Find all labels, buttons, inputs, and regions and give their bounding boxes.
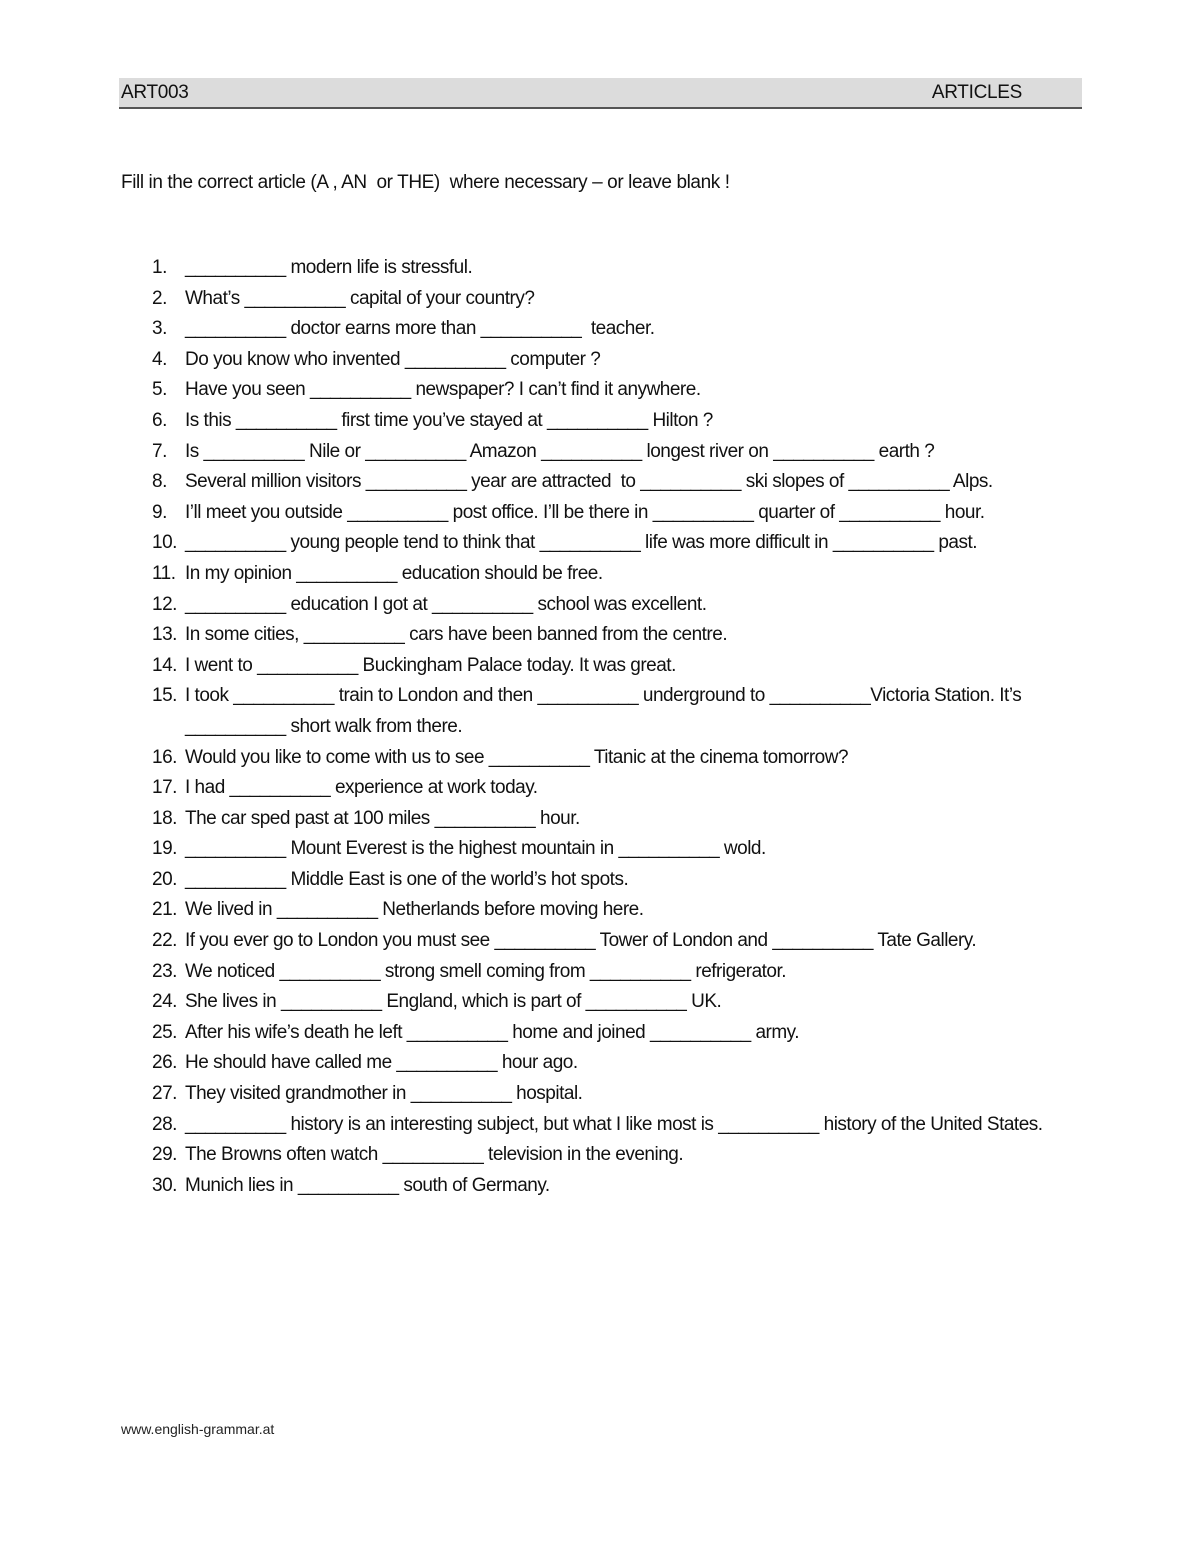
item-number: 7. (152, 440, 167, 462)
item-number: 26. (152, 1052, 177, 1074)
item-number: 6. (152, 409, 167, 431)
list-item (152, 1110, 1077, 1141)
list-item (152, 957, 1077, 988)
list-item (152, 1048, 1077, 1079)
list-item (152, 284, 1077, 315)
item-number: 19. (152, 838, 177, 860)
document-header (119, 78, 1082, 109)
list-item (152, 1018, 1077, 1049)
list-item (152, 1171, 1077, 1202)
list-item (152, 253, 1077, 284)
item-number: 22. (152, 930, 177, 952)
item-number: 28. (152, 1113, 177, 1135)
item-number: 17. (152, 777, 177, 799)
list-item (152, 590, 1077, 621)
instructions: Fill in the correct article (A , AN or THE) where necessary – or leave blank ! (121, 172, 730, 193)
item-text: We noticed __________ strong smell coming from __________ refrigerator. (185, 960, 787, 982)
item-text: What’s __________ capital of your country? (185, 287, 535, 309)
item-number: 11. (152, 562, 176, 584)
item-text: Munich lies in __________ south of Germany. (185, 1174, 550, 1196)
item-number: 25. (152, 1021, 177, 1043)
list-item (152, 895, 1077, 926)
item-text: We lived in __________ Netherlands before moving here. (185, 899, 644, 921)
item-text: In my opinion __________ education should be free. (185, 562, 603, 584)
list-item (152, 1079, 1077, 1110)
item-text: She lives in __________ England, which is part of __________ UK. (185, 991, 722, 1013)
item-text: __________ modern life is stressful. (185, 257, 473, 278)
item-number: 1. (152, 257, 167, 278)
item-number: 12. (152, 593, 177, 615)
list-item (152, 651, 1077, 682)
item-text: __________ Middle East is one of the world’s hot spots. (185, 868, 629, 890)
footer-url: www.english-grammar.at (121, 1421, 275, 1437)
item-number: 3. (152, 318, 167, 340)
list-item (152, 865, 1077, 896)
item-number: 9. (152, 501, 167, 523)
item-number: 13. (152, 624, 177, 646)
item-number: 5. (152, 379, 167, 401)
list-item (152, 1140, 1077, 1171)
item-text: Several million visitors __________ year are attracted to __________ ski slopes of __________ Alps. (185, 471, 993, 493)
item-text: The Browns often watch __________ television in the evening. (185, 1144, 684, 1166)
list-item (152, 804, 1077, 835)
list-item (152, 681, 1077, 742)
item-number: 8. (152, 471, 167, 493)
item-number: 23. (152, 960, 177, 982)
item-number: 21. (152, 899, 177, 921)
list-item (152, 406, 1077, 437)
list-item (152, 773, 1077, 804)
list-item (152, 528, 1077, 559)
item-number: 27. (152, 1083, 177, 1105)
item-text: Is this __________ first time you’ve stayed at __________ Hilton ? (185, 409, 713, 431)
item-text: __________ history is an interesting subject, but what I like most is __________ history of the United States. (185, 1113, 1043, 1135)
item-text: __________ education I got at __________ school was excellent. (185, 593, 707, 615)
list-item (152, 987, 1077, 1018)
item-text: In some cities, __________ cars have been banned from the centre. (185, 624, 728, 646)
item-text: Would you like to come with us to see __________ Titanic at the cinema tomorrow? (185, 746, 849, 768)
item-text: Do you know who invented __________ computer ? (185, 348, 601, 370)
item-number: 30. (152, 1174, 177, 1196)
list-item (152, 620, 1077, 651)
list-item (152, 926, 1077, 957)
item-text: __________ Mount Everest is the highest mountain in __________ wold. (185, 838, 766, 860)
item-text: I went to __________ Buckingham Palace today. It was great. (185, 654, 676, 676)
list-item (152, 743, 1077, 774)
list-item (152, 314, 1077, 345)
item-text: __________ doctor earns more than __________ teacher. (185, 318, 655, 340)
item-text: I had __________ experience at work today. (185, 777, 538, 799)
list-item (152, 834, 1077, 865)
list-item (152, 375, 1077, 406)
list-item (152, 559, 1077, 590)
item-number: 14. (152, 654, 177, 676)
worksheet-code: ART003 (121, 81, 189, 103)
item-text: The car sped past at 100 miles __________ hour. (185, 807, 580, 829)
item-text: Is __________ Nile or __________ Amazon __________ longest river on __________ earth ? (185, 440, 935, 462)
list-item (152, 437, 1077, 468)
item-text: After his wife’s death he left __________ home and joined __________ army. (185, 1021, 800, 1043)
worksheet-topic: ARTICLES (931, 81, 1022, 103)
item-text: They visited grandmother in __________ hospital. (185, 1083, 583, 1105)
item-number: 16. (152, 746, 177, 768)
list-item (152, 467, 1077, 498)
item-text: I’ll meet you outside __________ post office. I’ll be there in __________ quarter of __________ hour. (185, 501, 985, 523)
item-text: He should have called me __________ hour ago. (185, 1052, 578, 1074)
item-number: 4. (152, 348, 167, 370)
item-number: 10. (152, 532, 177, 554)
item-text: I took __________ train to London and then __________ underground to __________Victoria Station. It’s __________ short walk from there. (185, 685, 1026, 737)
list-item (152, 345, 1077, 376)
item-number: 15. (152, 685, 177, 707)
list-item (152, 498, 1077, 529)
item-text: If you ever go to London you must see __________ Tower of London and __________ Tate Gallery. (185, 930, 977, 952)
item-text: __________ young people tend to think that __________ life was more difficult in __________ past. (185, 532, 978, 554)
item-number: 20. (152, 868, 177, 890)
item-number: 24. (152, 991, 177, 1013)
item-number: 2. (152, 287, 167, 309)
item-number: 29. (152, 1144, 177, 1166)
item-number: 18. (152, 807, 177, 829)
item-text: Have you seen __________ newspaper? I can’t find it anywhere. (185, 379, 701, 401)
exercise-list (152, 253, 1077, 1201)
